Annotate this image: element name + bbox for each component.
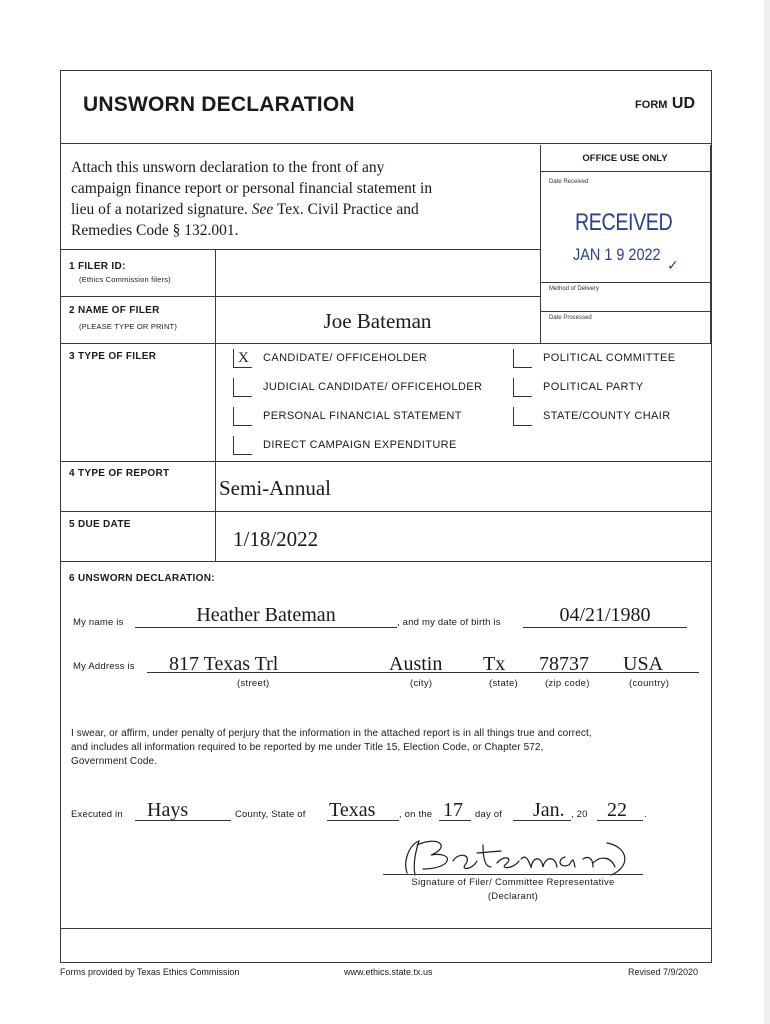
executed-in-label: Executed in (71, 809, 123, 820)
footer-website[interactable]: www.ethics.state.tx.us (344, 967, 433, 977)
oath-text (71, 727, 707, 769)
received-stamp: RECEIVED (575, 209, 673, 236)
filer-id-label: 1 FILER ID: (69, 261, 126, 272)
intro-line-3: lieu of a notarized signature. See Tex. Civil Practice and (71, 201, 419, 218)
footer-provider: Forms provided by Texas Ethics Commission (60, 967, 240, 977)
state-of-execution-value[interactable]: Texas (329, 799, 376, 821)
declarant-caption: (Declarant) (487, 891, 539, 902)
filer-name-label: 2 NAME OF FILER (69, 305, 160, 316)
signature-caption: Signature of Filer/ Committee Representative (411, 877, 615, 888)
address-country-value[interactable]: USA (623, 653, 664, 675)
date-received-label: Date Received (549, 179, 589, 185)
address-state-value[interactable]: Tx (483, 653, 506, 675)
form-title: UNSWORN DECLARATION (83, 93, 355, 116)
type-of-filer-label: 3 TYPE OF FILER (69, 351, 157, 362)
zip-caption: (zip code) (545, 678, 590, 689)
due-date-label: 5 DUE DATE (69, 519, 131, 530)
received-stamp-date: JAN 1 9 2022 (573, 245, 661, 264)
state-caption: (state) (489, 678, 519, 689)
option-direct-campaign-expenditure: DIRECT CAMPAIGN EXPENDITURE (263, 439, 457, 451)
option-political-party: POLITICAL PARTY (543, 381, 644, 393)
street-caption: (street) (237, 678, 270, 689)
checkbox-direct-campaign-expenditure[interactable] (233, 436, 252, 455)
address-city-value[interactable]: Austin (389, 653, 443, 675)
checkbox-political-party[interactable] (513, 378, 532, 397)
filer-name-value[interactable]: Joe Bateman (323, 309, 432, 333)
filer-name-sub: (PLEASE TYPE OR PRINT) (79, 322, 178, 331)
my-name-label: My name is (73, 617, 124, 628)
form-label: FORM (635, 99, 668, 111)
unsworn-declaration-label: 6 UNSWORN DECLARATION: (69, 573, 215, 584)
date-of-birth-value[interactable]: 04/21/1980 (559, 604, 651, 626)
month-value[interactable]: Jan. (533, 799, 565, 821)
oath-line-2: and includes all information required to be reported by me under Title 15, Election Code, or Chapter 572, (71, 742, 544, 753)
footer-revised: Revised 7/9/2020 (628, 967, 699, 977)
my-address-label: My Address is (73, 661, 135, 672)
form-code (635, 95, 695, 113)
option-state-county-chair: STATE/COUNTY CHAIR (543, 410, 671, 422)
day-of-label: day of (475, 809, 503, 820)
option-candidate-officeholder: CANDIDATE/ OFFICEHOLDER (263, 352, 428, 364)
county-state-label: County, State of (235, 809, 306, 820)
checkbox-personal-financial-statement[interactable] (233, 407, 252, 426)
page-edge (764, 0, 770, 1024)
option-judicial-candidate: JUDICIAL CANDIDATE/ OFFICEHOLDER (263, 381, 483, 393)
checkbox-political-committee[interactable] (513, 349, 532, 368)
unsworn-declaration-form: UNSWORN DECLARATION FORM UD Attach this unsworn declaration to the front of any campaign finance report or personal financial statement in lieu of a notarized signature. See Tex. Civil Practice and Remedies Code § 132.001. OFFICE USE ONLY Date Received RECEIVED JAN 1 9 2022 ✓ Method of Delivery Date Processed 1 FILER ID: (Ethics Commission filers) 2 NAME OF FILER (PLEASE TYPE OR PRINT) Joe Bateman 3 TYPE OF FILER X CANDIDATE/ OFFICEHOLDER JUDICIAL CANDIDATE/ OFFICEHOLDER PERSONAL FINANCIAL STATEMENT DIRECT CAMPAIGN EXPENDITURE POLITICAL COMMITTEE POLITICAL PARTY STATE/COUNTY CHAIR 4 TYPE OF REPORT Semi-Annual 5 DUE DATE 1/18/2022 6 UNSWORN DECLARATION: My name is Heather Bateman , and my date of birth is 04/21/1980 My Address is 817 Texas Trl Austin Tx 78737 USA (street) (city) (state) (zip code) (country) I swear, or affirm, under penalty of perjury that the information in the attached report is in all things true and correct, and includes all information required to be reported by me under Title 15, Election Code, or Chapter 572, Government Code. Executed in Hays County, State of Texas , on the 17 day of Jan. , 20 22 . Signature of Filer/ Committee Representative (Declarant) (60, 70, 712, 963)
city-caption: (city) (410, 678, 433, 689)
country-caption: (country) (629, 678, 670, 689)
filer-id-sub: (Ethics Commission filers) (79, 275, 171, 284)
day-value[interactable]: 17 (443, 799, 463, 821)
checkbox-judicial-candidate[interactable] (233, 378, 252, 397)
county-value[interactable]: Hays (147, 799, 189, 821)
oath-line-1: I swear, or affirm, under penalty of perjury that the information in the attached report is in all things true and correct, (71, 728, 592, 739)
on-the-label: , on the (399, 809, 433, 820)
address-zip-value[interactable]: 78737 (539, 653, 589, 675)
date-of-birth-label: , and my date of birth is (397, 617, 501, 628)
checkbox-state-county-chair[interactable] (513, 407, 532, 426)
declarant-signature-image (379, 833, 641, 879)
option-political-committee: POLITICAL COMMITTEE (543, 352, 676, 364)
form-code-value: UD (671, 95, 695, 112)
oath-line-3: Government Code. (71, 756, 158, 767)
option-personal-financial-statement: PERSONAL FINANCIAL STATEMENT (263, 410, 462, 422)
stamp-initial-mark: ✓ (667, 257, 679, 273)
checkbox-candidate-mark: X (238, 350, 249, 366)
date-processed-label: Date Processed (549, 315, 592, 321)
due-date-value[interactable]: 1/18/2022 (233, 527, 319, 551)
intro-line-2: campaign finance report or personal financial statement in (71, 180, 433, 197)
intro-line-4: Remedies Code § 132.001. (71, 222, 239, 239)
type-of-report-value[interactable]: Semi-Annual (219, 476, 331, 500)
declarant-name-value[interactable]: Heather Bateman (196, 604, 336, 626)
intro-line-1: Attach this unsworn declaration to the front of any (71, 159, 385, 176)
method-of-delivery-label: Method of Delivery (549, 286, 600, 292)
year-prefix-label: , 20 (571, 809, 588, 820)
year-value[interactable]: 22 (607, 799, 627, 821)
type-of-report-label: 4 TYPE OF REPORT (69, 468, 170, 479)
office-use-title: OFFICE USE ONLY (582, 153, 668, 164)
address-street-value[interactable]: 817 Texas Trl (169, 653, 279, 675)
intro-text (71, 157, 523, 241)
